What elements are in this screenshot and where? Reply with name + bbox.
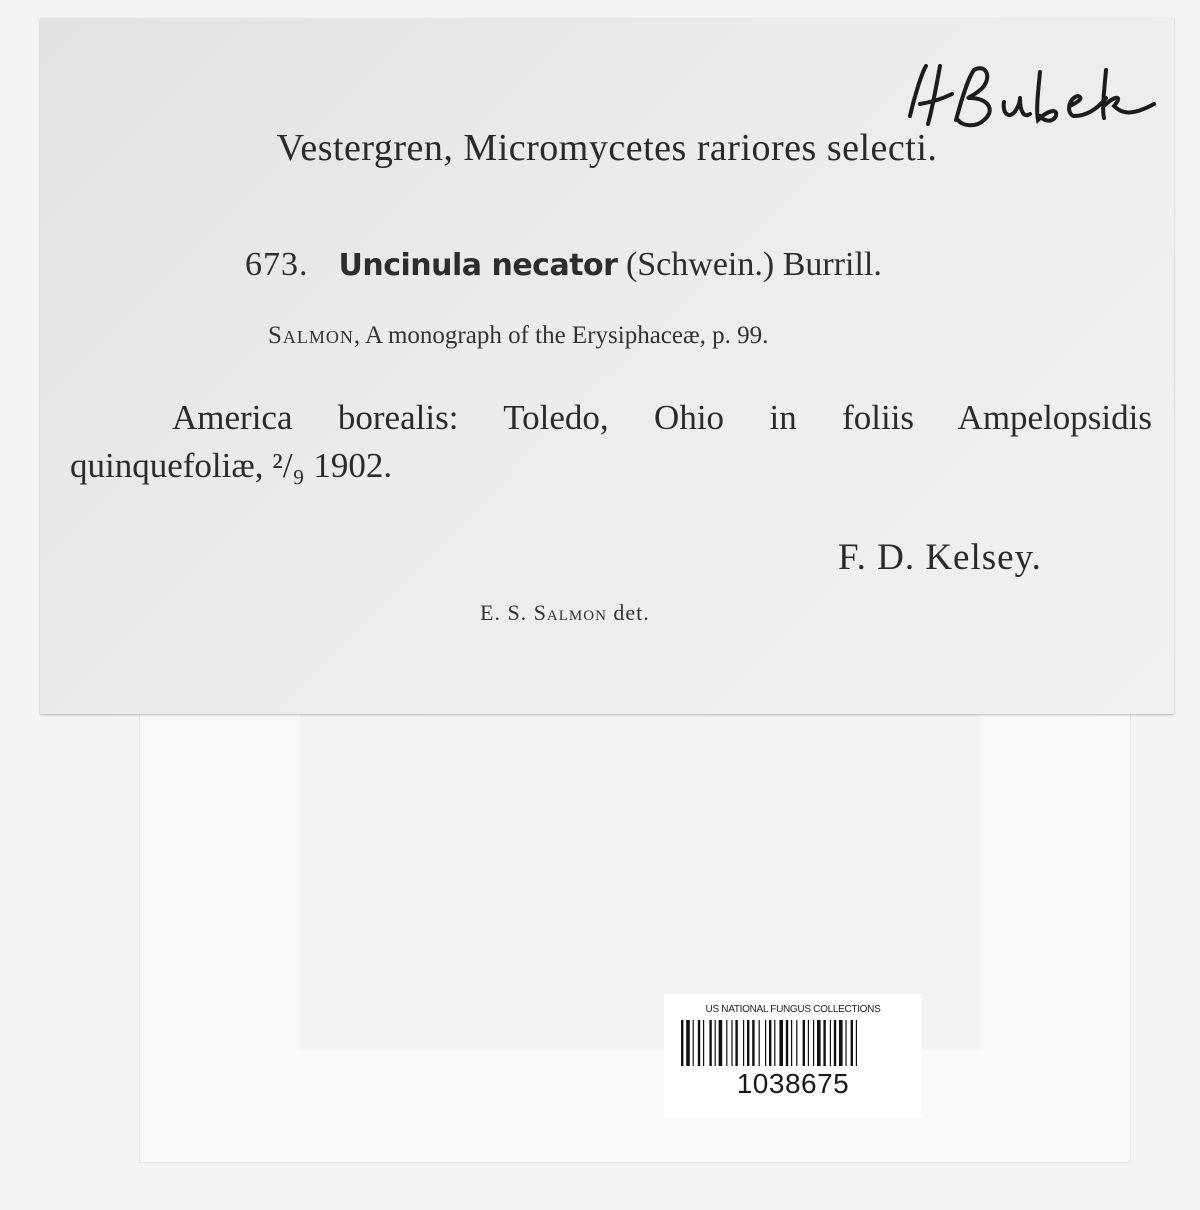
locality-text [70,394,1152,490]
exsiccata-number: 673. [245,246,309,283]
locality-line-2: quinquefoliæ, ²/₉ 1902. [70,446,393,485]
determiner-initials: E. S. [480,600,534,625]
locality-line-1: America borealis: Toledo, Ohio in foliis Ampelopsidis [172,398,1152,437]
exsiccata-series-title: Vestergren, Micromycetes rariores selecti. [276,127,938,169]
collector: F. D. Kelsey. [838,537,1042,578]
reference-author: Salmon [268,322,354,349]
taxon-author-basionym: (Schwein.) [625,246,775,283]
determiner-suffix: det. [606,600,650,625]
literature-reference [268,322,768,350]
barcode-collection-name: US NATIONAL FUNGUS COLLECTIONS [705,1004,881,1015]
taxon-name: Uncinula necator [338,248,618,283]
barcode-label [664,994,922,1118]
determiner-name: Salmon [533,600,607,625]
barcode-bars [681,1020,905,1066]
taxon-line [245,246,882,284]
specimen-label [40,18,1174,714]
reference-text: , A monograph of the Erysiphaceæ, p. 99. [353,322,769,349]
taxon-author: Burrill. [782,246,882,283]
barcode-number: 1038675 [736,1068,850,1099]
determiner [480,600,650,626]
